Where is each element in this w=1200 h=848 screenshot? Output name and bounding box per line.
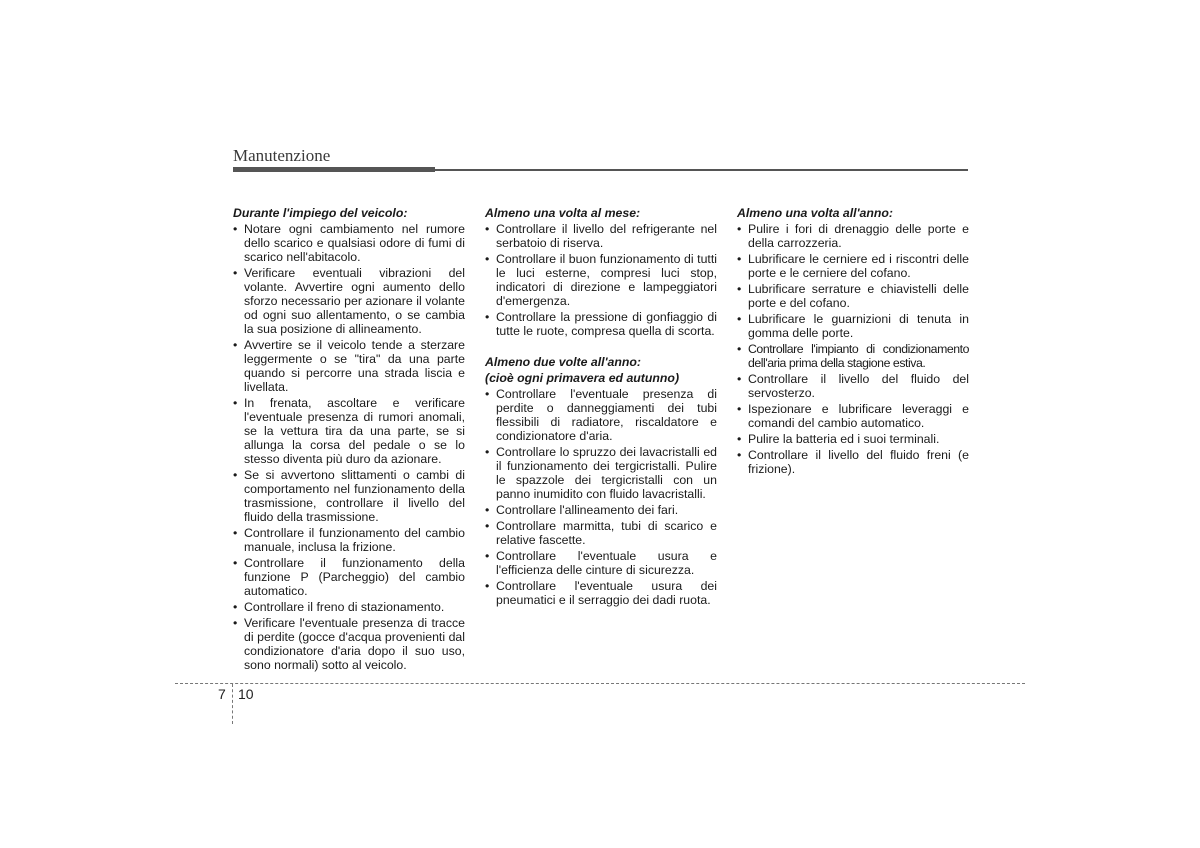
list-item-text: Controllare l'eventuale presenza di perdite o danneggiamenti dei tubi flessibili di radiatore, riscaldatore e condizionatore d'aria. [496,387,717,443]
list-item-text: Controllare il buon funzionamento di tutti le luci esterne, compresi luci stop, indicatori di direzione e lampeggiatori d'emergenza. [496,252,717,308]
checklist [485,222,717,338]
list-item-text: Controllare il livello del fluido del servosterzo. [748,372,969,400]
list-item-text: Lubrificare serrature e chiavistelli delle porte e del cofano. [748,282,969,310]
list-item-text: Pulire la batteria ed i suoi terminali. [748,432,940,446]
bullet-icon: • [485,503,490,517]
list-item-text: Controllare marmitta, tubi di scarico e relative fascette. [496,519,717,547]
list-item [737,448,969,476]
list-item [485,549,717,577]
list-item-text: Controllare l'impianto di condizionamento dell'aria prima della stagione estiva. [748,342,969,370]
list-item [485,310,717,338]
list-item [233,266,465,336]
list-item-text: Lubrificare le cerniere ed i riscontri delle porte e le cerniere del cofano. [748,252,969,280]
list-item-text: Se si avvertono slittamenti o cambi di comportamento nel funzionamento della trasmissione, controllare il livello del fluido della trasmissione. [244,468,465,524]
bullet-icon: • [737,448,742,462]
bullet-icon: • [233,526,238,540]
column-1 [233,206,465,674]
column-3 [737,206,969,478]
bullet-icon: • [233,222,238,236]
checklist [233,222,465,672]
list-item [233,396,465,466]
bullet-icon: • [737,372,742,386]
list-item-text: Controllare il funzionamento del cambio manuale, inclusa la frizione. [244,526,465,554]
list-item [233,526,465,554]
list-item [233,556,465,598]
list-item-text: Controllare il funzionamento della funzione P (Parcheggio) del cambio automatico. [244,556,465,598]
list-item [233,222,465,264]
footer-divider [232,684,233,724]
list-item [737,222,969,250]
list-item [485,252,717,308]
checklist [737,222,969,476]
bullet-icon: • [233,266,238,280]
section-heading: Almeno una volta al mese: [485,206,641,220]
list-item-text: Controllare il livello del fluido freni (e frizione). [748,448,969,476]
checklist [485,387,717,607]
list-item [737,312,969,340]
bullet-icon: • [485,549,490,563]
list-item-text: Controllare il freno di stazionamento. [244,600,445,614]
bullet-icon: • [737,432,742,446]
section-heading: Durante l'impiego del veicolo: [233,206,408,220]
bullet-icon: • [233,616,238,630]
bullet-icon: • [233,338,238,352]
list-item [485,387,717,443]
bullet-icon: • [233,600,238,614]
bullet-icon: • [737,402,742,416]
section-subheading: (cioè ogni primavera ed autunno) [485,371,680,385]
page-number: 10 [238,686,254,702]
header-rule [435,169,968,171]
list-item-text: Ispezionare e lubrificare leveraggi e comandi del cambio automatico. [748,402,969,430]
column-2 [485,206,717,609]
bullet-icon: • [485,445,490,459]
list-item [737,372,969,400]
list-item-text: Verificare l'eventuale presenza di tracce di perdite (gocce d'acqua provenienti dal condizionatore d'aria dopo il suo uso, sono normali) sotto al veicolo. [244,616,465,672]
list-item [233,338,465,394]
list-item [485,222,717,250]
list-item-text: Controllare il livello del refrigerante nel serbatoio di riserva. [496,222,717,250]
bullet-icon: • [233,396,238,410]
list-item [737,342,969,370]
bullet-icon: • [485,519,490,533]
bullet-icon: • [737,282,742,296]
list-item-text: Controllare l'allineamento dei fari. [496,503,679,517]
list-item [737,252,969,280]
bullet-icon: • [233,556,238,570]
list-item-text: Lubrificare le guarnizioni di tenuta in gomma delle porte. [748,312,969,340]
bullet-icon: • [233,468,238,482]
list-item [485,519,717,547]
list-item-text: Controllare la pressione di gonfiaggio di tutte le ruote, compresa quella di scorta. [496,310,717,338]
bullet-icon: • [737,252,742,266]
list-item [737,402,969,430]
list-item-text: In frenata, ascoltare e verificare l'eventuale presenza di rumori anomali, se la vettura tira da una parte, se si allunga la corsa del pedale o se lo stesso diventa più duro da azionare. [244,396,465,466]
bullet-icon: • [737,312,742,326]
bullet-icon: • [485,579,490,593]
list-item [737,282,969,310]
list-item [233,600,465,614]
list-item [485,445,717,501]
chapter-number: 7 [218,686,226,702]
bullet-icon: • [737,342,741,356]
list-item-text: Notare ogni cambiamento nel rumore dello scarico e qualsiasi odore di fumi di scarico nell'abitacolo. [244,222,465,264]
list-item-text: Controllare lo spruzzo dei lavacristalli ed il funzionamento dei tergicristalli. Pulire le spazzole dei tergicristalli con un panno inumidito con fluido lavacristalli. [496,445,717,501]
page-title: Manutenzione [233,146,331,165]
list-item [737,432,969,446]
bullet-icon: • [737,222,742,236]
list-item-text: Verificare eventuali vibrazioni del volante. Avvertire ogni aumento dello sforzo necessario per azionare il volante od ogni suo allentamento, o se cambia la sua posizione di allineamento. [244,266,465,336]
bullet-icon: • [485,310,490,324]
list-item [485,579,717,607]
bullet-icon: • [485,222,490,236]
bullet-icon: • [485,252,490,266]
footer-rule [175,683,1025,684]
section-heading: Almeno una volta all'anno: [737,206,893,220]
list-item-text: Controllare l'eventuale usura dei pneumatici e il serraggio dei dadi ruota. [496,579,717,607]
list-item [485,503,717,517]
list-item-text: Controllare l'eventuale usura e l'efficienza delle cinture di sicurezza. [496,549,717,577]
list-item [233,468,465,524]
section-heading: Almeno due volte all'anno: [485,355,641,369]
list-item-text: Avvertire se il veicolo tende a sterzare leggermente o se "tira" da una parte quando si percorre una strada liscia e livellata. [244,338,465,394]
list-item-text: Pulire i fori di drenaggio delle porte e della carrozzeria. [748,222,969,250]
list-item [233,616,465,672]
bullet-icon: • [485,387,490,401]
header-accent-bar [233,167,435,172]
